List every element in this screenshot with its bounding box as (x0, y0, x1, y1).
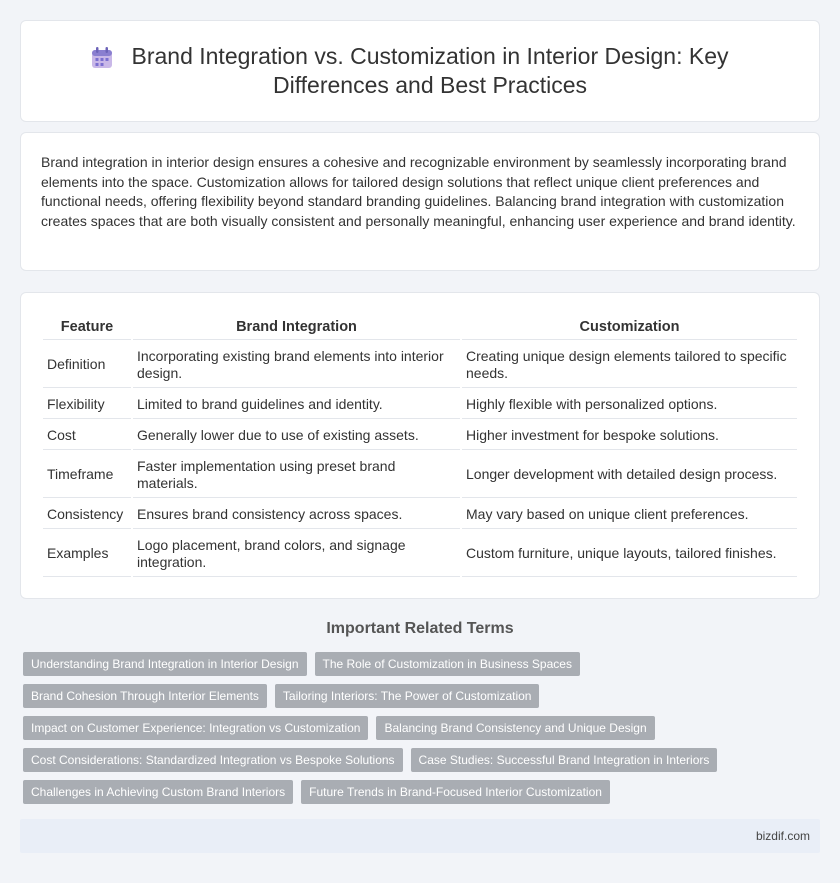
intro-paragraph: Brand integration in interior design ensures a cohesive and recognizable environment by seamlessly incorporating brand elements into the space. Customization allows for tailored design solutions that reflect unique client preferences and functional needs, offering flexibility beyond standard branding guidelines. Balancing brand integration with customization creates spaces that are both visually consistent and personally meaningful, enhancing user experience and brand identity. (41, 154, 796, 229)
table-cell: May vary based on unique client preferences. (462, 500, 797, 529)
table-cell: Definition (43, 342, 131, 388)
related-term-tag[interactable]: The Role of Customization in Business Spaces (315, 652, 580, 676)
header-card (20, 20, 820, 122)
table-cell: Logo placement, brand colors, and signage integration. (133, 531, 460, 577)
table-cell: Consistency (43, 500, 131, 529)
related-term-tag[interactable]: Balancing Brand Consistency and Unique Design (376, 716, 654, 740)
related-terms-title: Important Related Terms (326, 620, 514, 637)
related-term-tag[interactable]: Cost Considerations: Standardized Integration vs Bespoke Solutions (23, 748, 403, 772)
table-cell: Longer development with detailed design process. (462, 452, 797, 498)
table-cell: Timeframe (43, 452, 131, 498)
related-terms-list (23, 652, 823, 812)
related-term-tag[interactable]: Challenges in Achieving Custom Brand Interiors (23, 780, 293, 804)
related-term-tag[interactable]: Tailoring Interiors: The Power of Customization (275, 684, 540, 708)
column-header: Customization (462, 315, 797, 340)
table-cell: Highly flexible with personalized options. (462, 390, 797, 419)
table-row (43, 342, 797, 388)
table-cell: Cost (43, 421, 131, 450)
table-cell: Higher investment for bespoke solutions. (462, 421, 797, 450)
comparison-table (41, 313, 799, 579)
table-row (43, 531, 797, 577)
related-term-tag[interactable]: Impact on Customer Experience: Integration vs Customization (23, 716, 368, 740)
related-term-tag[interactable]: Future Trends in Brand-Focused Interior Customization (301, 780, 610, 804)
table-row (43, 500, 797, 529)
related-term-tag[interactable]: Understanding Brand Integration in Interior Design (23, 652, 307, 676)
column-header: Brand Integration (133, 315, 460, 340)
column-header: Feature (43, 315, 131, 340)
related-term-tag[interactable]: Case Studies: Successful Brand Integration in Interiors (411, 748, 718, 772)
footer-site-link[interactable]: bizdif.com (755, 829, 810, 843)
table-cell: Flexibility (43, 390, 131, 419)
table-cell: Ensures brand consistency across spaces. (133, 500, 460, 529)
table-row (43, 452, 797, 498)
related-term-tag[interactable]: Brand Cohesion Through Interior Elements (23, 684, 267, 708)
table-cell: Incorporating existing brand elements into interior design. (133, 342, 460, 388)
page-title: Brand Integration vs. Customization in Interior Design: Key Differences and Best Practices (131, 43, 729, 98)
table-cell: Generally lower due to use of existing assets. (133, 421, 460, 450)
table-cell: Creating unique design elements tailored to specific needs. (462, 342, 797, 388)
table-row (43, 421, 797, 450)
table-cell: Limited to brand guidelines and identity. (133, 390, 460, 419)
comparison-card (20, 292, 820, 599)
intro-card (20, 132, 820, 271)
table-row (43, 390, 797, 419)
footer (20, 819, 820, 853)
table-cell: Custom furniture, unique layouts, tailored finishes. (462, 531, 797, 577)
table-cell: Examples (43, 531, 131, 577)
table-cell: Faster implementation using preset brand materials. (133, 452, 460, 498)
table-header-row (43, 315, 797, 340)
